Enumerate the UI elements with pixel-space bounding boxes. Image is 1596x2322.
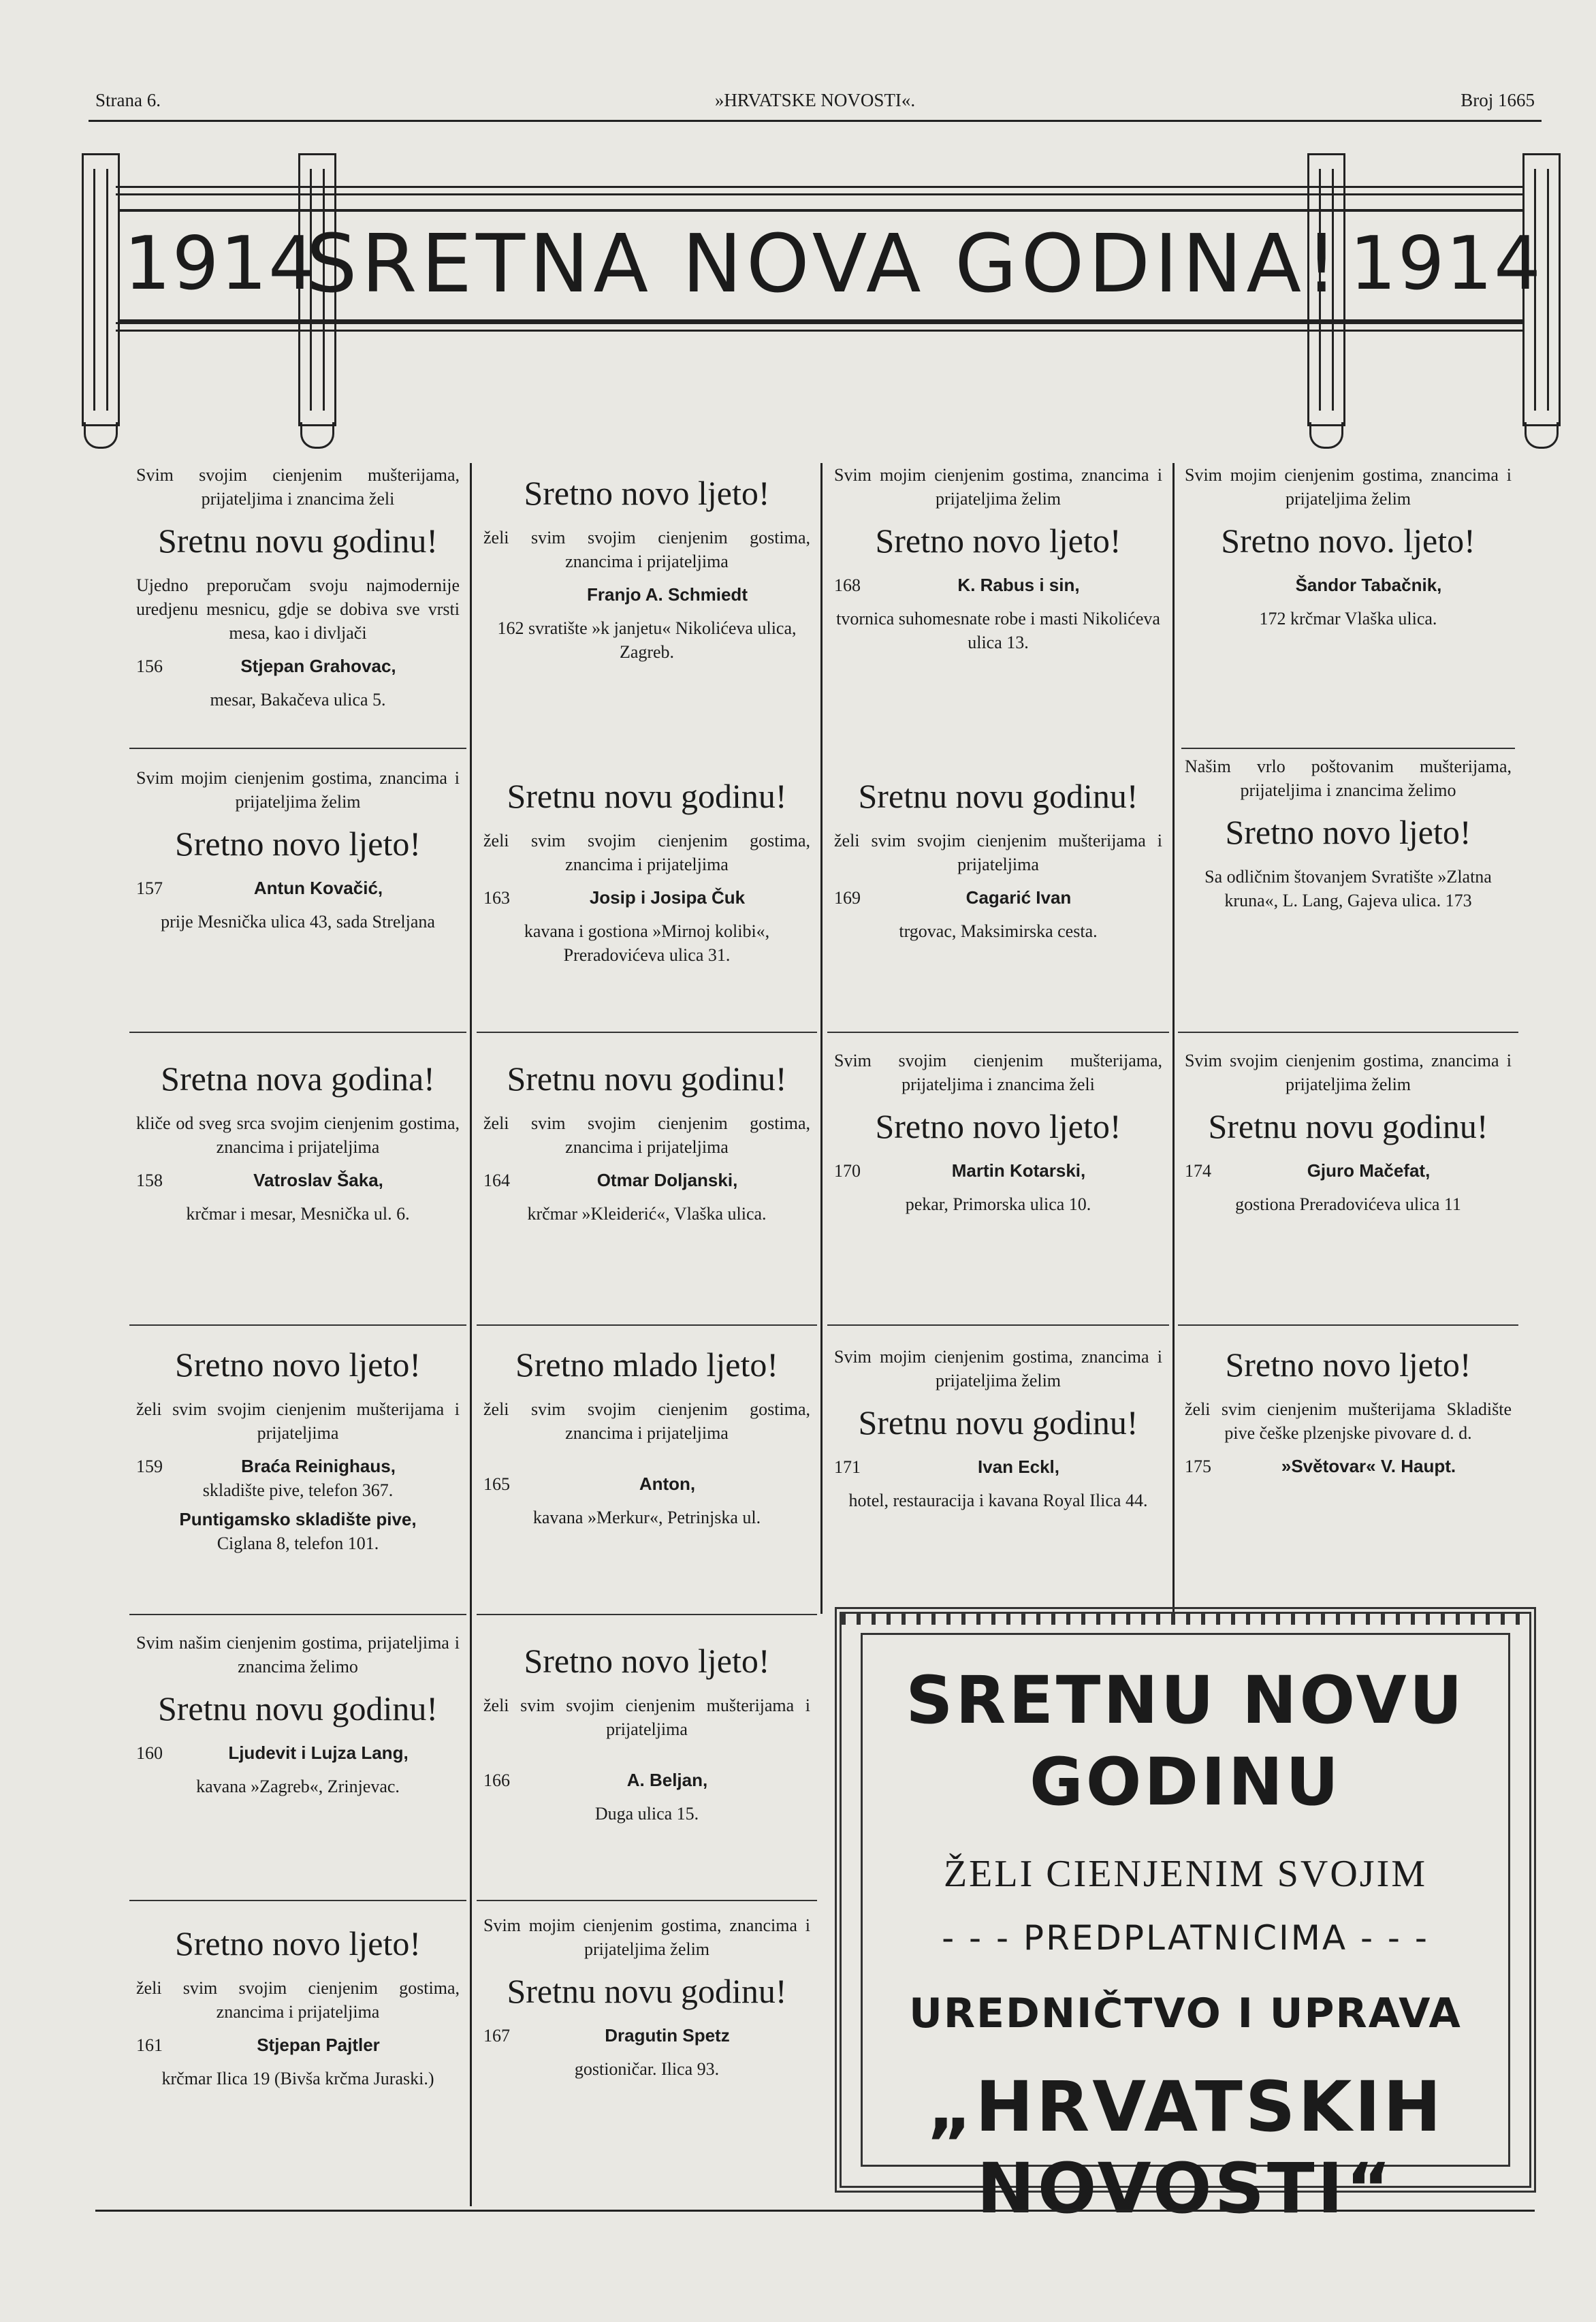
ad-greeting: Sretno novo ljeto!	[875, 522, 1121, 560]
ad-greeting: Sretnu novu godinu!	[858, 1403, 1138, 1442]
ad-name: K. Rabus i sin,	[957, 575, 1080, 595]
separator	[477, 1324, 817, 1326]
ad-name: Anton,	[639, 1474, 696, 1494]
ad-name: Cagarić Ivan	[965, 887, 1072, 908]
banner-title: SRETNA NOVA GODINA!	[306, 217, 1342, 311]
ad-greeting: Sretnu novu godinu!	[507, 777, 787, 815]
ad-address: mesar, Bakačeva ulica 5.	[210, 690, 386, 710]
ad-greeting: Sretno novo ljeto!	[1225, 1346, 1471, 1384]
ad-greeting: Sretnu novu godinu!	[157, 1689, 438, 1728]
ad-intro: Našim vrlo poštovanim mušterijama, prijateljima i znancima želimo	[1185, 757, 1512, 800]
ad-business: Puntigamsko skladište pive,	[179, 1509, 417, 1529]
ad-number: 175	[1185, 1457, 1211, 1476]
ad-168	[827, 463, 1169, 654]
ad-intro: želi svim cienjenim mušterijama Skladište pive češke plzenjske pivovare d. d.	[1185, 1399, 1512, 1443]
ad-greeting: Sretnu novu godinu!	[858, 777, 1138, 815]
separator	[129, 1324, 466, 1326]
year-right: 1914	[1350, 221, 1542, 306]
page-number: Strana 6.	[95, 90, 161, 110]
ad-167	[477, 1913, 817, 2081]
separator	[477, 1900, 817, 1901]
ad-address: 172 krčmar Vlaška ulica.	[1259, 609, 1437, 629]
ad-intro: Svim svojim cienjenim mušterijama, prijateljima i znancima želi	[136, 465, 460, 509]
separator	[1178, 1032, 1518, 1033]
ad-number: 156	[136, 656, 163, 676]
ad-greeting: Sretnu novu godinu!	[507, 1060, 787, 1098]
ad-number: 157	[136, 878, 163, 898]
ad-156	[129, 463, 466, 712]
pillar-foot-right-inner	[1309, 422, 1343, 449]
ad-name: Ivan Eckl,	[978, 1457, 1059, 1477]
ad-extra: Ujedno preporučam svoju najmoderniјe uredjenu mesnicu, gdje se dobiva sve vrsti mesa, kao i divljači	[136, 575, 460, 643]
ad-intro: Svim mojim cienjenim gostima, znancima i prijateljima želim	[136, 768, 460, 812]
ad-address: tvornica suhomesnate robe i masti Nikolićeva ulica 13.	[836, 609, 1160, 652]
ad-address: gostiona Preradovićeva ulica 11	[1235, 1194, 1461, 1214]
separator	[129, 1032, 466, 1033]
ad-name: Franjo A. Schmiedt	[587, 584, 748, 605]
ad-greeting: Sretno novo. ljeto!	[1221, 522, 1475, 560]
column-divider-2	[820, 463, 823, 1614]
ad-intro: Svim mojim cienjenim gostima, znancima i prijateljima želim	[834, 465, 1162, 509]
ad-number: 171	[834, 1457, 861, 1477]
separator	[477, 1614, 817, 1615]
year-left: 1914	[124, 221, 317, 306]
ad-name: Dragutin Spetz	[605, 2025, 730, 2046]
ad-number: 158	[136, 1171, 163, 1190]
ad-174	[1178, 1049, 1518, 1216]
ad-name: Josip i Josipa Čuk	[589, 887, 746, 908]
ad-address: kavana »Merkur«, Petrinjska ul.	[532, 1508, 761, 1527]
ad-name: Vatroslav Šaka,	[253, 1170, 383, 1190]
ad-160	[129, 1631, 466, 1798]
ad-intro: želi svim svojim cienjenim gostima, znancima i prijateljima	[483, 831, 810, 874]
ad-intro: Svim svojim cienjenim mušterijama, prijateljima i znancima želi	[834, 1051, 1162, 1094]
ad-166	[477, 1631, 817, 1826]
ad-greeting: Sretno novo ljeto!	[174, 1924, 421, 1962]
newspaper-title: »HRVATSKE NOVOSTI«.	[714, 90, 916, 110]
ad-intro: želi svim svojim cienjenim gostima, znancima i prijateljima	[483, 1113, 810, 1157]
separator	[129, 1614, 466, 1615]
ad-address: kavana »Zagreb«, Zrinjevac.	[196, 1777, 400, 1796]
ad-number: 164	[483, 1171, 510, 1190]
separator	[1181, 748, 1515, 749]
ad-number: 168	[834, 575, 861, 595]
ad-number: 169	[834, 888, 861, 908]
ad-intro: Svim svojim cienjenim gostima, znancima i prijateljima želim	[1185, 1051, 1512, 1094]
ad-173	[1178, 754, 1518, 912]
ad-intro: Svim mojim cienjenim gostima, znancima i prijateljima želim	[834, 1347, 1162, 1390]
ad-intro: želi svim svojim cienjenim gostima, znancima i prijateljima	[483, 528, 810, 571]
issue-number: Broj 1665	[1461, 90, 1535, 110]
ad-intro: želi svim svojim cienjenim gostima, znancima i prijateljima	[483, 1399, 810, 1443]
publisher-greeting-inner	[861, 1633, 1510, 2229]
ad-name: Ljudevit i Lujza Lang,	[228, 1743, 409, 1763]
ad-greeting: Sretno novo ljeto!	[174, 825, 421, 863]
separator	[129, 748, 466, 749]
column-divider-3	[1172, 463, 1175, 1614]
ad-address: krčmar »Kleiderić«, Vlaška ulica.	[527, 1204, 767, 1224]
ad-greeting: Sretna nova godina!	[161, 1060, 435, 1098]
ad-address-2: Ciglana 8, telefon 101.	[217, 1533, 379, 1553]
ad-172	[1178, 463, 1518, 631]
ad-name: Gjuro Mačefat,	[1307, 1160, 1431, 1181]
page-header	[95, 90, 1535, 117]
box-line-4: UREDNIČTVO I UPRAVA	[909, 1990, 1462, 2037]
ad-greeting: Sretno novo ljeto!	[524, 474, 770, 512]
ad-address: krčmar Ilica 19 (Bivša krčma Juraski.)	[161, 2069, 434, 2088]
ad-175	[1178, 1335, 1518, 1488]
ad-number: 174	[1185, 1161, 1211, 1181]
ad-greeting: Sretno novo ljeto!	[524, 1642, 770, 1680]
separator	[827, 1324, 1169, 1326]
header-rule	[89, 120, 1542, 122]
ad-163	[477, 766, 817, 967]
ad-address: Duga ulica 15.	[594, 1804, 699, 1824]
ad-number: 165	[483, 1474, 510, 1494]
ad-name: Stjepan Pajtler	[257, 2035, 380, 2055]
ad-name: A. Beljan,	[626, 1770, 708, 1790]
ad-157	[129, 766, 466, 934]
box-line-3: - - - PREDPLATNICIMA - - -	[942, 1918, 1429, 1958]
ad-greeting: Sretno novo ljeto!	[174, 1346, 421, 1384]
ad-address: pekar, Primorska ulica 10.	[905, 1194, 1091, 1214]
ad-address: Sa odličnim štovanjem Svratište »Zlatna kruna«, L. Lang, Gajeva ulica. 173	[1204, 867, 1492, 910]
ad-159	[129, 1335, 466, 1555]
box-headline: SRETNU NOVU GODINU	[906, 1662, 1465, 1820]
ad-greeting: Sretno mlado ljeto!	[515, 1346, 779, 1384]
ad-address: krčmar i mesar, Mesnička ul. 6.	[186, 1204, 410, 1224]
ad-greeting: Sretnu novu godinu!	[157, 522, 438, 560]
ad-address: skladište pive, telefon 367.	[202, 1480, 394, 1500]
separator	[477, 1032, 817, 1033]
ad-number: 160	[136, 1743, 163, 1763]
ad-name: Antun Kovačić,	[253, 878, 383, 898]
pillar-foot-left-inner	[300, 422, 334, 449]
ad-address: trgovac, Maksimirska cesta.	[899, 921, 1098, 941]
banner-top-rule	[116, 186, 1522, 195]
ad-161	[129, 1913, 466, 2090]
ad-170	[827, 1049, 1169, 1216]
ad-name: »Světovar« V. Haupt.	[1281, 1456, 1456, 1476]
ad-intro: Svim mojim cienjenim gostima, znancima i prijateljima želim	[483, 1915, 810, 1959]
ad-number: 166	[483, 1770, 510, 1790]
bottom-rule	[95, 2210, 1535, 2212]
ad-165	[477, 1335, 817, 1529]
ad-number: 167	[483, 2026, 510, 2046]
ad-number: 161	[136, 2035, 163, 2055]
ad-intro: kliče od sveg srca svojim cienjenim gostima, znancima i prijateljima	[136, 1113, 460, 1157]
separator	[129, 1900, 466, 1901]
ad-address: kavana i gostiona »Mirnoj kolibi«, Preradovićeva ulica 31.	[524, 921, 770, 965]
banner-bottom-rule	[116, 322, 1522, 332]
column-divider-1	[470, 463, 472, 2206]
ad-address: prije Mesnička ulica 43, sada Streljana	[161, 912, 435, 932]
ad-158	[129, 1049, 466, 1226]
ad-intro: želi svim svojim cienjenim gostima, znancima i prijateljima	[136, 1978, 460, 2022]
ad-name: Stjepan Grahovac,	[240, 656, 396, 676]
ad-greeting: Sretno novo ljeto!	[1225, 813, 1471, 851]
ad-name: Braća Reinighaus,	[241, 1456, 396, 1476]
ad-greeting: Sretnu novu godinu!	[507, 1972, 787, 2010]
ad-169	[827, 766, 1169, 943]
ad-name: Šandor Tabačnik,	[1295, 575, 1442, 595]
ad-intro: želi svim svojim cienjenim mušterijama i prijateljima	[136, 1399, 460, 1443]
ad-171	[827, 1345, 1169, 1512]
ad-number: 163	[483, 888, 510, 908]
pillar-left-outer	[82, 153, 120, 426]
ad-address: 162 svratište »k janjetu« Nikolićeva ulica, Zagreb.	[497, 618, 797, 662]
separator	[827, 1032, 1169, 1033]
publisher-greeting-box	[835, 1607, 1536, 2229]
ad-number: 159	[136, 1457, 163, 1476]
ad-intro: želi svim svojim cienjenim mušterijama i prijateljima	[834, 831, 1162, 874]
ad-164	[477, 1049, 817, 1226]
box-signature: „HRVATSKIH NOVOSTI“	[927, 2067, 1444, 2229]
ad-address: gostioničar. Ilica 93.	[574, 2059, 720, 2079]
ad-162	[477, 463, 817, 664]
ad-greeting: Sretnu novu godinu!	[1208, 1107, 1488, 1145]
ad-intro: Svim mojim cienjenim gostima, znancima i prijateljima želim	[1185, 465, 1512, 509]
ad-intro: želi svim svojim cienjenim mušterijama i prijateljima	[483, 1696, 810, 1739]
ad-name: Martin Kotarski,	[951, 1160, 1086, 1181]
banner	[82, 153, 1559, 439]
ad-address: hotel, restauracija i kavana Royal Ilica 44.	[848, 1491, 1148, 1510]
ad-greeting: Sretno novo ljeto!	[875, 1107, 1121, 1145]
box-line-2: ŽELI CIENJENIM SVOJIM	[943, 1853, 1428, 1895]
pillar-foot-right-outer	[1525, 422, 1559, 449]
ad-number: 170	[834, 1161, 861, 1181]
pillar-foot-left-outer	[84, 422, 118, 449]
ad-name: Otmar Doljanski,	[596, 1170, 738, 1190]
ad-intro: Svim našim cienjenim gostima, prijateljima i znancima želimo	[136, 1633, 460, 1676]
separator	[1178, 1324, 1518, 1326]
